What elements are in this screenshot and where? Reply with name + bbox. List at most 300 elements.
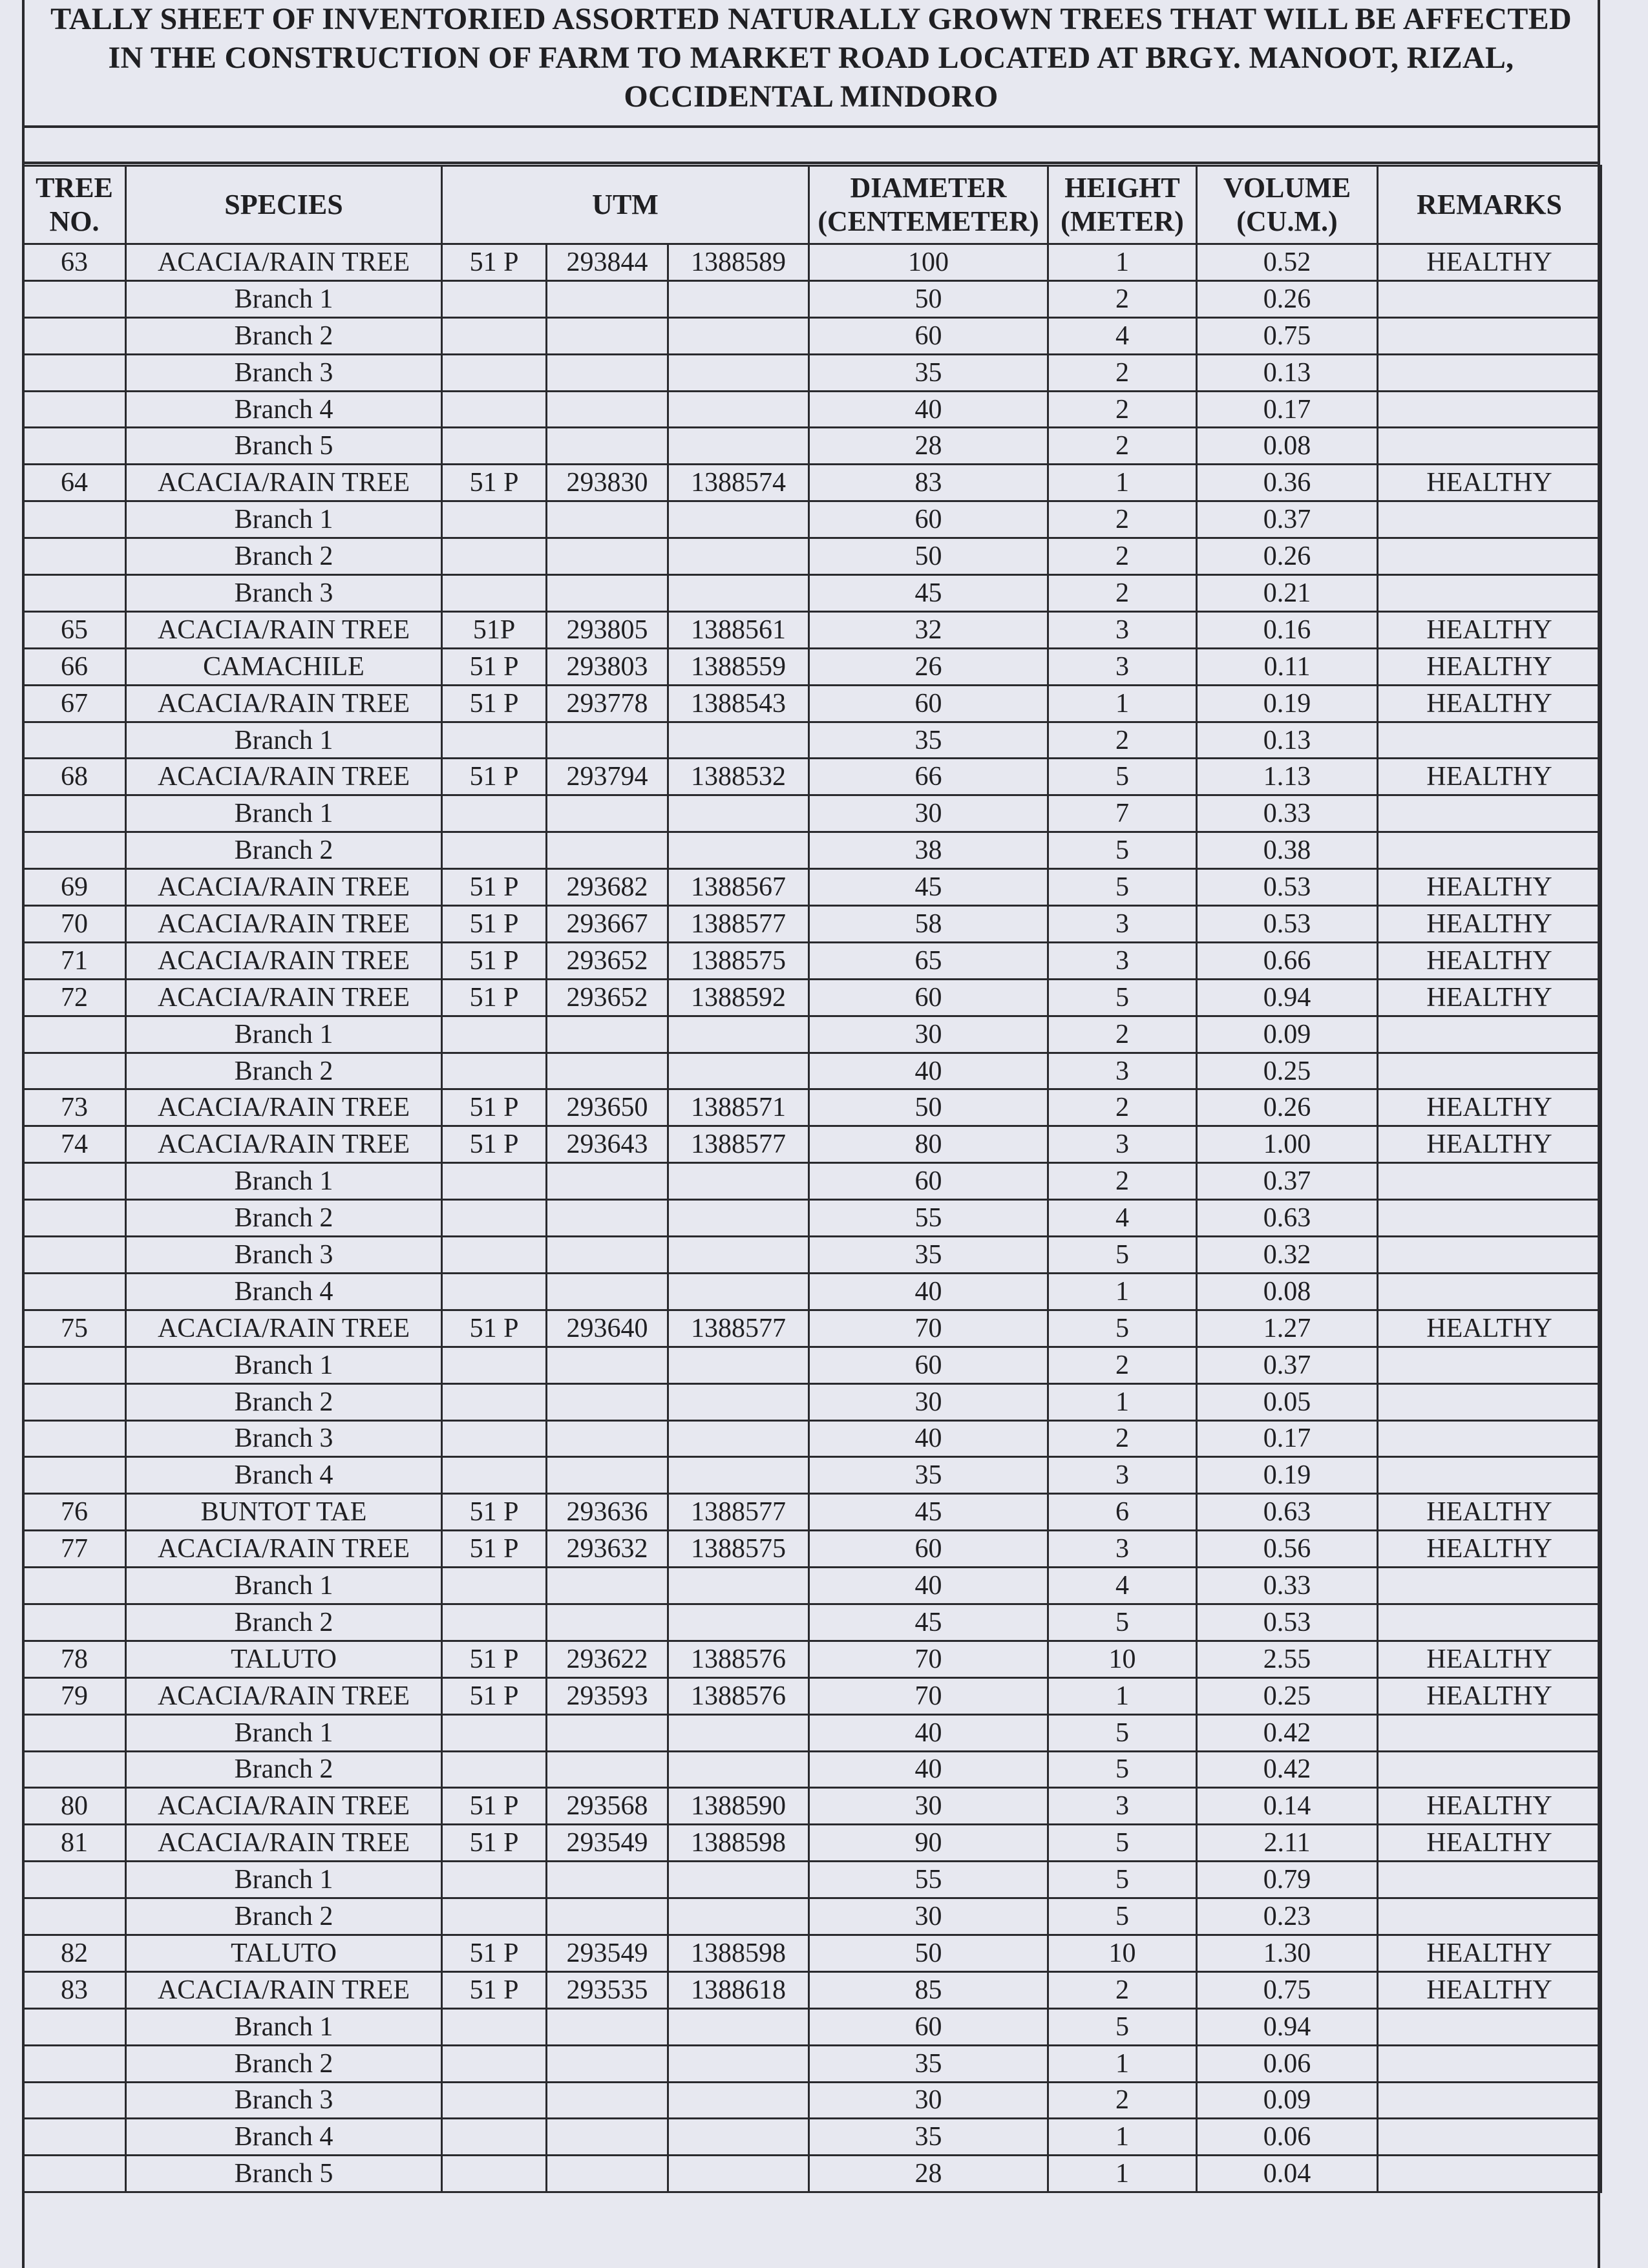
cell-tree-no — [23, 538, 126, 575]
table-row — [23, 1862, 1601, 1898]
cell-utm-easting: 293636 — [547, 1494, 668, 1531]
cell-remarks — [1378, 1751, 1601, 1788]
cell-utm-zone — [442, 1200, 547, 1237]
cell-remarks — [1378, 1457, 1601, 1494]
cell-height: 1 — [1048, 244, 1197, 281]
table-row — [23, 685, 1601, 722]
cell-utm-easting: 293830 — [547, 465, 668, 501]
cell-volume: 0.37 — [1197, 1163, 1378, 1200]
table-row — [23, 1971, 1601, 2008]
cell-remarks — [1378, 722, 1601, 759]
cell-remarks — [1378, 1347, 1601, 1383]
cell-remarks — [1378, 1898, 1601, 1935]
cell-diameter: 50 — [809, 1089, 1048, 1126]
cell-utm-northing — [668, 1273, 809, 1310]
cell-height: 2 — [1048, 1163, 1197, 1200]
cell-utm-zone — [442, 391, 547, 428]
cell-volume: 0.19 — [1197, 685, 1378, 722]
cell-volume: 0.52 — [1197, 244, 1378, 281]
table-row — [23, 1568, 1601, 1604]
cell-remarks — [1378, 2045, 1601, 2082]
cell-utm-zone: 51 P — [442, 1971, 547, 2008]
cell-utm-northing: 1388589 — [668, 244, 809, 281]
cell-utm-zone — [442, 1751, 547, 1788]
cell-height: 5 — [1048, 1862, 1197, 1898]
cell-utm-northing — [668, 1383, 809, 1420]
cell-utm-northing — [668, 1714, 809, 1751]
cell-tree-no: 70 — [23, 906, 126, 943]
cell-height: 3 — [1048, 1531, 1197, 1568]
cell-utm-northing — [668, 1163, 809, 1200]
cell-utm-zone: 51 P — [442, 906, 547, 943]
cell-height: 1 — [1048, 2156, 1197, 2192]
cell-remarks — [1378, 1383, 1601, 1420]
cell-volume: 0.94 — [1197, 2008, 1378, 2045]
cell-remarks — [1378, 1420, 1601, 1457]
cell-utm-easting — [547, 1714, 668, 1751]
cell-utm-northing — [668, 1751, 809, 1788]
header-volume: VOLUME (CU.M.) — [1197, 166, 1378, 244]
cell-remarks: HEALTHY — [1378, 1089, 1601, 1126]
cell-utm-northing: 1388574 — [668, 465, 809, 501]
table-row — [23, 2119, 1601, 2156]
cell-species: ACACIA/RAIN TREE — [126, 759, 442, 795]
cell-utm-easting: 293805 — [547, 611, 668, 648]
cell-height: 10 — [1048, 1935, 1197, 1971]
cell-tree-no: 71 — [23, 942, 126, 979]
cell-height: 5 — [1048, 869, 1197, 906]
cell-utm-easting — [547, 1200, 668, 1237]
cell-utm-zone — [442, 722, 547, 759]
cell-diameter: 60 — [809, 1347, 1048, 1383]
cell-utm-zone — [442, 2119, 547, 2156]
cell-diameter: 35 — [809, 354, 1048, 391]
cell-height: 3 — [1048, 611, 1197, 648]
table-row — [23, 795, 1601, 832]
cell-utm-northing: 1388559 — [668, 648, 809, 685]
cell-utm-easting: 293640 — [547, 1310, 668, 1347]
cell-utm-easting — [547, 722, 668, 759]
cell-volume: 1.13 — [1197, 759, 1378, 795]
cell-utm-easting: 293652 — [547, 942, 668, 979]
divider-line — [22, 162, 1600, 164]
cell-species: Branch 1 — [126, 501, 442, 538]
cell-utm-northing: 1388577 — [668, 1494, 809, 1531]
table-row — [23, 869, 1601, 906]
cell-volume: 0.53 — [1197, 906, 1378, 943]
cell-height: 5 — [1048, 2008, 1197, 2045]
cell-tree-no — [23, 2119, 126, 2156]
cell-species: Branch 1 — [126, 795, 442, 832]
cell-remarks: HEALTHY — [1378, 1788, 1601, 1825]
header-tree-no: TREE NO. — [23, 166, 126, 244]
cell-height: 1 — [1048, 1383, 1197, 1420]
cell-remarks — [1378, 428, 1601, 465]
cell-diameter: 50 — [809, 538, 1048, 575]
cell-volume: 0.13 — [1197, 354, 1378, 391]
table-row — [23, 1788, 1601, 1825]
cell-species: Branch 2 — [126, 1898, 442, 1935]
cell-height: 2 — [1048, 538, 1197, 575]
cell-diameter: 90 — [809, 1825, 1048, 1862]
cell-utm-easting: 293632 — [547, 1531, 668, 1568]
cell-utm-northing: 1388571 — [668, 1089, 809, 1126]
table-row — [23, 832, 1601, 869]
cell-utm-zone — [442, 2045, 547, 2082]
cell-remarks — [1378, 1163, 1601, 1200]
cell-tree-no — [23, 1604, 126, 1641]
cell-diameter: 45 — [809, 869, 1048, 906]
cell-utm-easting — [547, 354, 668, 391]
cell-utm-northing: 1388598 — [668, 1825, 809, 1862]
table-row — [23, 465, 1601, 501]
cell-tree-no — [23, 1053, 126, 1089]
table-body — [23, 244, 1601, 2192]
cell-tree-no — [23, 575, 126, 612]
cell-remarks: HEALTHY — [1378, 1494, 1601, 1531]
header-row — [23, 166, 1601, 244]
cell-tree-no — [23, 722, 126, 759]
cell-tree-no — [23, 1016, 126, 1053]
cell-utm-easting — [547, 795, 668, 832]
cell-remarks: HEALTHY — [1378, 759, 1601, 795]
cell-volume: 0.26 — [1197, 538, 1378, 575]
cell-utm-northing: 1388577 — [668, 1310, 809, 1347]
cell-utm-zone: 51 P — [442, 979, 547, 1016]
cell-volume: 0.25 — [1197, 1053, 1378, 1089]
cell-diameter: 32 — [809, 611, 1048, 648]
cell-volume: 0.26 — [1197, 1089, 1378, 1126]
cell-utm-northing — [668, 391, 809, 428]
cell-utm-zone — [442, 2082, 547, 2119]
cell-utm-easting — [547, 1862, 668, 1898]
cell-height: 2 — [1048, 575, 1197, 612]
cell-diameter: 28 — [809, 428, 1048, 465]
cell-species: Branch 4 — [126, 391, 442, 428]
cell-species: Branch 4 — [126, 1457, 442, 1494]
cell-utm-easting: 293568 — [547, 1788, 668, 1825]
cell-species: Branch 1 — [126, 1016, 442, 1053]
cell-volume: 2.55 — [1197, 1641, 1378, 1677]
cell-tree-no: 73 — [23, 1089, 126, 1126]
cell-species: ACACIA/RAIN TREE — [126, 244, 442, 281]
cell-volume: 0.53 — [1197, 869, 1378, 906]
cell-utm-zone: 51 P — [442, 1677, 547, 1714]
cell-tree-no — [23, 1347, 126, 1383]
cell-utm-northing: 1388590 — [668, 1788, 809, 1825]
cell-utm-northing — [668, 280, 809, 317]
cell-tree-no: 82 — [23, 1935, 126, 1971]
table-row — [23, 1310, 1601, 1347]
cell-utm-easting — [547, 317, 668, 354]
cell-height: 1 — [1048, 465, 1197, 501]
cell-utm-northing — [668, 1420, 809, 1457]
cell-volume: 0.05 — [1197, 1383, 1378, 1420]
cell-diameter: 35 — [809, 2119, 1048, 2156]
cell-tree-no: 78 — [23, 1641, 126, 1677]
table-row — [23, 1531, 1601, 1568]
table-row — [23, 280, 1601, 317]
cell-diameter: 58 — [809, 906, 1048, 943]
cell-volume: 0.37 — [1197, 1347, 1378, 1383]
cell-utm-zone: 51 P — [442, 465, 547, 501]
cell-diameter: 26 — [809, 648, 1048, 685]
cell-diameter: 40 — [809, 1568, 1048, 1604]
cell-tree-no — [23, 1163, 126, 1200]
cell-utm-northing — [668, 1457, 809, 1494]
cell-utm-northing — [668, 2008, 809, 2045]
cell-utm-easting: 293549 — [547, 1825, 668, 1862]
cell-utm-northing: 1388576 — [668, 1677, 809, 1714]
cell-tree-no — [23, 1751, 126, 1788]
cell-diameter: 30 — [809, 1788, 1048, 1825]
cell-utm-zone — [442, 2156, 547, 2192]
cell-remarks: HEALTHY — [1378, 1971, 1601, 2008]
cell-diameter: 40 — [809, 1273, 1048, 1310]
cell-tree-no — [23, 2156, 126, 2192]
cell-diameter: 70 — [809, 1677, 1048, 1714]
cell-diameter: 45 — [809, 1494, 1048, 1531]
cell-utm-easting — [547, 1053, 668, 1089]
table-row — [23, 1677, 1601, 1714]
cell-species: Branch 2 — [126, 1383, 442, 1420]
cell-diameter: 35 — [809, 722, 1048, 759]
cell-utm-northing — [668, 317, 809, 354]
cell-height: 2 — [1048, 1016, 1197, 1053]
cell-utm-zone: 51P — [442, 611, 547, 648]
cell-utm-easting — [547, 1751, 668, 1788]
cell-utm-northing: 1388576 — [668, 1641, 809, 1677]
table-row — [23, 391, 1601, 428]
cell-diameter: 60 — [809, 501, 1048, 538]
cell-tree-no: 76 — [23, 1494, 126, 1531]
cell-diameter: 55 — [809, 1862, 1048, 1898]
cell-species: Branch 5 — [126, 2156, 442, 2192]
cell-utm-easting: 293794 — [547, 759, 668, 795]
cell-volume: 0.25 — [1197, 1677, 1378, 1714]
cell-remarks: HEALTHY — [1378, 906, 1601, 943]
cell-diameter: 38 — [809, 832, 1048, 869]
cell-height: 4 — [1048, 1200, 1197, 1237]
cell-utm-easting — [547, 1457, 668, 1494]
cell-species: Branch 1 — [126, 280, 442, 317]
cell-height: 3 — [1048, 1457, 1197, 1494]
cell-height: 5 — [1048, 1825, 1197, 1862]
cell-diameter: 28 — [809, 2156, 1048, 2192]
cell-diameter: 85 — [809, 1971, 1048, 2008]
cell-volume: 0.63 — [1197, 1494, 1378, 1531]
cell-species: Branch 1 — [126, 722, 442, 759]
cell-utm-zone — [442, 1714, 547, 1751]
header-diameter: DIAMETER (CENTEMETER) — [809, 166, 1048, 244]
cell-tree-no — [23, 317, 126, 354]
cell-species: ACACIA/RAIN TREE — [126, 1971, 442, 2008]
cell-utm-zone — [442, 1604, 547, 1641]
title-box — [22, 0, 1600, 128]
table-row — [23, 2008, 1601, 2045]
cell-utm-zone: 51 P — [442, 869, 547, 906]
cell-tree-no — [23, 1383, 126, 1420]
cell-species: ACACIA/RAIN TREE — [126, 1089, 442, 1126]
table-row — [23, 244, 1601, 281]
cell-remarks — [1378, 280, 1601, 317]
cell-volume: 0.32 — [1197, 1237, 1378, 1274]
cell-utm-zone: 51 P — [442, 1788, 547, 1825]
cell-species: ACACIA/RAIN TREE — [126, 1126, 442, 1163]
cell-remarks: HEALTHY — [1378, 1641, 1601, 1677]
cell-height: 5 — [1048, 832, 1197, 869]
cell-species: Branch 3 — [126, 354, 442, 391]
cell-utm-zone — [442, 1347, 547, 1383]
cell-diameter: 65 — [809, 942, 1048, 979]
cell-height: 2 — [1048, 501, 1197, 538]
cell-species: ACACIA/RAIN TREE — [126, 942, 442, 979]
cell-volume: 0.37 — [1197, 501, 1378, 538]
cell-height: 3 — [1048, 1788, 1197, 1825]
cell-utm-zone: 51 P — [442, 942, 547, 979]
cell-utm-zone — [442, 1016, 547, 1053]
cell-utm-northing — [668, 501, 809, 538]
cell-utm-zone: 51 P — [442, 1531, 547, 1568]
cell-diameter: 83 — [809, 465, 1048, 501]
cell-utm-zone — [442, 1457, 547, 1494]
cell-height: 2 — [1048, 354, 1197, 391]
cell-height: 5 — [1048, 1714, 1197, 1751]
cell-utm-zone — [442, 1053, 547, 1089]
cell-utm-easting — [547, 501, 668, 538]
cell-height: 5 — [1048, 979, 1197, 1016]
cell-volume: 0.21 — [1197, 575, 1378, 612]
cell-utm-easting: 293652 — [547, 979, 668, 1016]
cell-height: 2 — [1048, 1971, 1197, 2008]
cell-tree-no — [23, 1568, 126, 1604]
cell-utm-easting — [547, 428, 668, 465]
cell-diameter: 60 — [809, 685, 1048, 722]
cell-utm-northing — [668, 1016, 809, 1053]
header-remarks: REMARKS — [1378, 166, 1601, 244]
cell-species: ACACIA/RAIN TREE — [126, 1825, 442, 1862]
cell-utm-easting: 293593 — [547, 1677, 668, 1714]
cell-utm-easting: 293549 — [547, 1935, 668, 1971]
cell-tree-no — [23, 1237, 126, 1274]
cell-volume: 0.33 — [1197, 795, 1378, 832]
cell-diameter: 60 — [809, 2008, 1048, 2045]
cell-tree-no — [23, 391, 126, 428]
cell-tree-no: 66 — [23, 648, 126, 685]
cell-volume: 0.42 — [1197, 1714, 1378, 1751]
table-row — [23, 722, 1601, 759]
cell-utm-easting: 293650 — [547, 1089, 668, 1126]
header-species: SPECIES — [126, 166, 442, 244]
cell-utm-zone: 51 P — [442, 1310, 547, 1347]
cell-remarks: HEALTHY — [1378, 1677, 1601, 1714]
cell-utm-zone — [442, 538, 547, 575]
table-row — [23, 648, 1601, 685]
cell-utm-easting — [547, 1163, 668, 1200]
table-row — [23, 1347, 1601, 1383]
cell-volume: 0.53 — [1197, 1604, 1378, 1641]
cell-remarks: HEALTHY — [1378, 1531, 1601, 1568]
cell-utm-easting — [547, 1237, 668, 1274]
cell-utm-zone — [442, 317, 547, 354]
cell-utm-easting — [547, 1898, 668, 1935]
cell-diameter: 80 — [809, 1126, 1048, 1163]
cell-remarks: HEALTHY — [1378, 1825, 1601, 1862]
cell-height: 2 — [1048, 2082, 1197, 2119]
cell-utm-easting — [547, 1016, 668, 1053]
cell-tree-no — [23, 501, 126, 538]
cell-volume: 0.17 — [1197, 1420, 1378, 1457]
cell-height: 5 — [1048, 1310, 1197, 1347]
cell-height: 10 — [1048, 1641, 1197, 1677]
cell-remarks: HEALTHY — [1378, 244, 1601, 281]
cell-height: 1 — [1048, 2119, 1197, 2156]
cell-utm-zone — [442, 1163, 547, 1200]
cell-tree-no: 77 — [23, 1531, 126, 1568]
cell-diameter: 70 — [809, 1641, 1048, 1677]
cell-tree-no — [23, 354, 126, 391]
cell-remarks — [1378, 795, 1601, 832]
cell-utm-northing: 1388577 — [668, 906, 809, 943]
table-row — [23, 538, 1601, 575]
cell-utm-zone — [442, 1420, 547, 1457]
cell-utm-zone — [442, 575, 547, 612]
cell-utm-northing — [668, 1898, 809, 1935]
cell-utm-northing — [668, 1604, 809, 1641]
table-row — [23, 1714, 1601, 1751]
cell-utm-northing: 1388575 — [668, 942, 809, 979]
cell-tree-no — [23, 1200, 126, 1237]
cell-volume: 0.94 — [1197, 979, 1378, 1016]
cell-volume: 0.79 — [1197, 1862, 1378, 1898]
cell-utm-easting — [547, 1383, 668, 1420]
cell-diameter: 60 — [809, 979, 1048, 1016]
cell-tree-no — [23, 795, 126, 832]
cell-utm-northing — [668, 2119, 809, 2156]
cell-volume: 0.19 — [1197, 1457, 1378, 1494]
cell-remarks: HEALTHY — [1378, 979, 1601, 1016]
cell-utm-easting — [547, 2082, 668, 2119]
cell-species: Branch 2 — [126, 1053, 442, 1089]
cell-utm-northing — [668, 2045, 809, 2082]
cell-remarks: HEALTHY — [1378, 685, 1601, 722]
cell-remarks — [1378, 354, 1601, 391]
cell-utm-easting — [547, 1604, 668, 1641]
cell-height: 4 — [1048, 317, 1197, 354]
cell-remarks — [1378, 832, 1601, 869]
cell-height: 3 — [1048, 942, 1197, 979]
cell-diameter: 30 — [809, 795, 1048, 832]
cell-volume: 0.56 — [1197, 1531, 1378, 1568]
cell-height: 1 — [1048, 1273, 1197, 1310]
cell-utm-zone: 51 P — [442, 685, 547, 722]
cell-tree-no — [23, 1420, 126, 1457]
document-title: TALLY SHEET OF INVENTORIED ASSORTED NATURALLY GROWN TREES THAT WILL BE AFFECTED IN THE CONSTRUCTION OF FARM TO MARKET ROAD LOCATED AT BRGY. MANOOT, RIZAL, OCCIDENTAL MINDORO — [50, 2, 1572, 114]
cell-tree-no: 74 — [23, 1126, 126, 1163]
table-row — [23, 979, 1601, 1016]
cell-species: ACACIA/RAIN TREE — [126, 979, 442, 1016]
cell-diameter: 35 — [809, 2045, 1048, 2082]
cell-utm-easting: 293682 — [547, 869, 668, 906]
cell-height: 2 — [1048, 280, 1197, 317]
cell-remarks — [1378, 1568, 1601, 1604]
cell-diameter: 30 — [809, 2082, 1048, 2119]
cell-volume: 1.00 — [1197, 1126, 1378, 1163]
cell-tree-no: 65 — [23, 611, 126, 648]
cell-species: Branch 1 — [126, 1163, 442, 1200]
cell-diameter: 60 — [809, 317, 1048, 354]
cell-species: Branch 3 — [126, 1420, 442, 1457]
